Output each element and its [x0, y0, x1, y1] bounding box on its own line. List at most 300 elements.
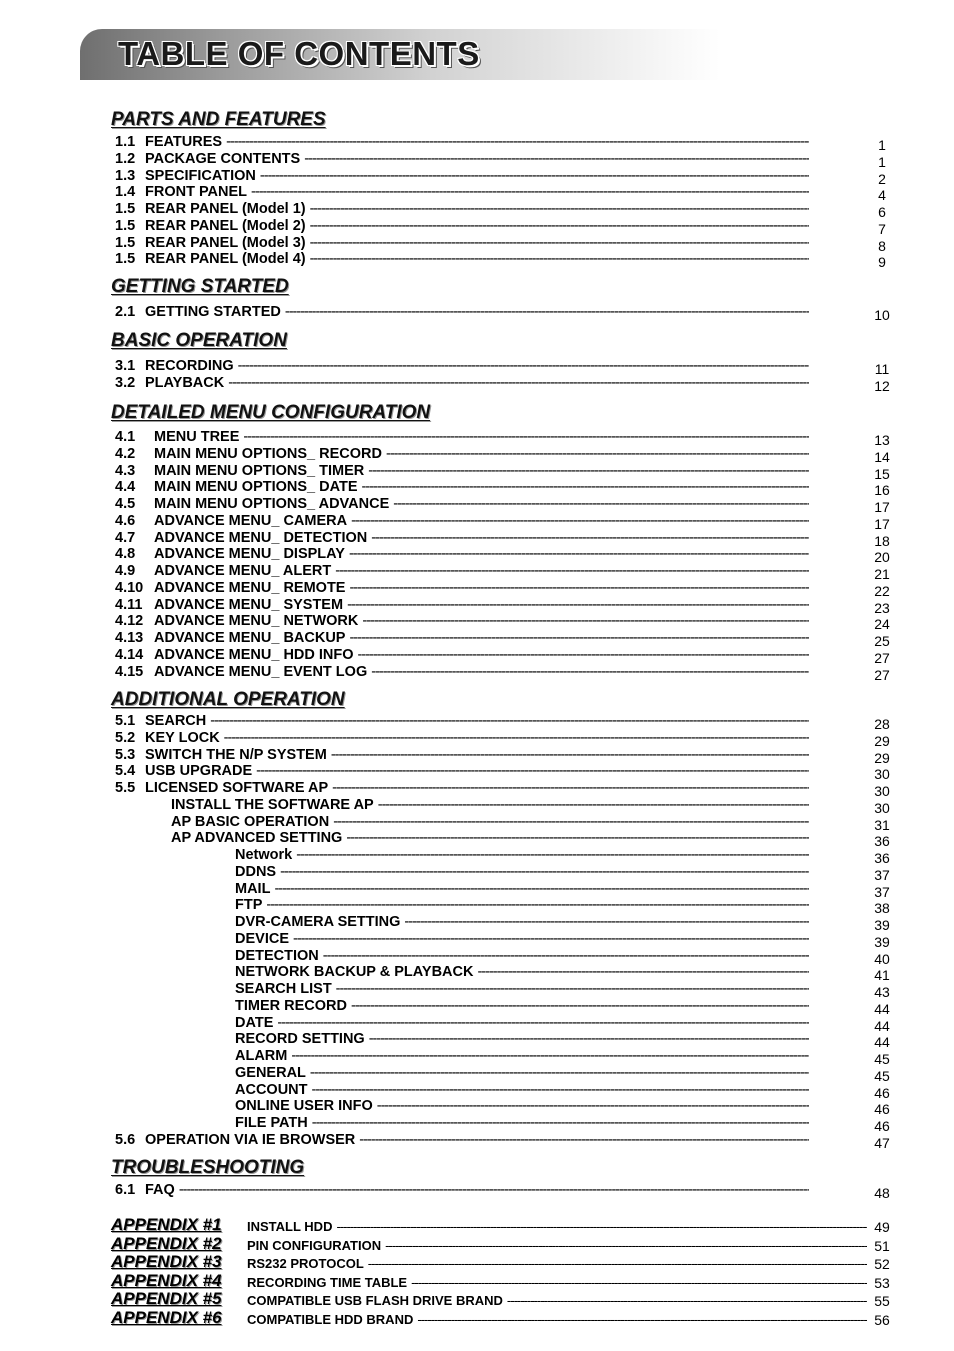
entry-label: ADVANCE MENU_ NETWORK	[154, 613, 359, 630]
toc-entry-line	[115, 780, 809, 796]
appendix-tag: APPENDIX #4	[111, 1270, 222, 1290]
dot-leader	[291, 1048, 809, 1064]
page-number: 36	[874, 833, 890, 850]
dot-leader	[293, 931, 809, 947]
entry-label: ADVANCE MENU_ REMOTE	[154, 579, 346, 596]
entry-number: 1.2	[115, 150, 136, 167]
toc-entry[interactable]	[0, 847, 900, 864]
page-number: 46	[874, 1101, 890, 1118]
entry-number: 3.2	[115, 374, 136, 391]
toc-entry-line	[171, 830, 809, 846]
dot-leader	[378, 797, 809, 813]
appendix-tag: APPENDIX #3	[111, 1252, 222, 1272]
dot-leader	[224, 730, 809, 746]
page-number: 22	[874, 582, 890, 599]
dot-leader	[310, 251, 809, 267]
entry-label: ONLINE USER INFO	[235, 1098, 373, 1115]
dot-leader	[411, 1275, 867, 1290]
toc-entry[interactable]	[0, 251, 900, 271]
entry-label: ADVANCE MENU_ ALERT	[154, 563, 332, 579]
toc-entry-line	[115, 546, 809, 562]
entry-number: 4.6	[115, 512, 136, 529]
entry-number: 5.1	[115, 713, 136, 729]
page-number: 17	[874, 499, 890, 515]
entry-label: GENERAL	[235, 1064, 306, 1081]
dot-leader	[210, 713, 809, 729]
entry-number: 4.8	[115, 546, 136, 563]
page-number: 15	[874, 465, 890, 482]
page-number: 37	[874, 866, 890, 883]
entry-label: FAQ	[145, 1182, 175, 1198]
toc-entry-line	[235, 1098, 809, 1114]
entry-number: 4.12	[115, 613, 144, 630]
entry-label: FRONT PANEL	[145, 184, 248, 201]
toc-entry[interactable]	[0, 597, 900, 614]
toc-entry-line	[235, 1082, 809, 1098]
entry-label: REAR PANEL (Model 4)	[145, 251, 306, 268]
dot-leader	[277, 1015, 809, 1031]
toc-entry-line	[235, 998, 809, 1014]
page-number: 21	[874, 566, 890, 582]
dot-leader	[404, 914, 809, 930]
entry-label: DETECTION	[235, 947, 319, 964]
appendix-entry-line	[247, 1293, 867, 1308]
entry-label: MAIN MENU OPTIONS_ ADVANCE	[154, 496, 390, 512]
page-number: 36	[874, 850, 890, 866]
page-number: 8	[878, 237, 886, 254]
appendix-entry[interactable]	[111, 1217, 911, 1235]
entry-label: AP ADVANCED SETTING	[171, 830, 343, 847]
toc-entry-line	[115, 446, 809, 462]
toc-entry[interactable]	[0, 780, 900, 797]
toc-entry-line	[115, 630, 809, 646]
page-number: 44	[874, 1000, 890, 1017]
entry-label: SEARCH	[145, 713, 207, 729]
entry-number: 2.1	[115, 304, 136, 320]
toc-entry[interactable]	[0, 513, 900, 530]
section-heading: DETAILED MENU CONFIGURATION	[111, 402, 431, 423]
entry-number: 4.7	[115, 529, 136, 546]
toc-entry[interactable]	[0, 864, 900, 881]
entry-number: 1.3	[115, 167, 136, 184]
page-number: 43	[874, 984, 890, 1000]
entry-label: Network	[235, 847, 293, 863]
page-number: 39	[874, 917, 890, 933]
page-number: 1	[878, 153, 886, 170]
dot-leader	[393, 496, 809, 512]
appendix-entry[interactable]	[111, 1270, 911, 1291]
dot-leader	[351, 998, 809, 1014]
page-number: 2	[878, 170, 886, 187]
toc-entry[interactable]	[0, 998, 900, 1015]
toc-entry[interactable]	[0, 730, 900, 747]
toc-entry-line	[115, 580, 809, 596]
appendix-entry[interactable]	[111, 1310, 911, 1328]
dot-leader	[362, 613, 809, 629]
entry-number: 4.1	[115, 429, 136, 445]
toc-entry-line	[115, 1132, 809, 1148]
dot-leader	[310, 1065, 809, 1081]
page-number: 28	[874, 716, 890, 732]
dot-leader	[359, 1132, 809, 1148]
toc-entry-line	[235, 847, 809, 863]
entry-number: 4.15	[115, 663, 144, 680]
dot-leader	[323, 948, 809, 964]
page-number: 46	[874, 1118, 890, 1134]
page-number: 40	[874, 950, 890, 967]
toc-entry[interactable]	[0, 563, 900, 580]
toc-entry[interactable]	[0, 881, 900, 898]
entry-label: ALARM	[235, 1048, 288, 1064]
entry-number: 4.3	[115, 462, 136, 479]
page-number: 56	[874, 1312, 890, 1328]
page-number: 24	[874, 616, 890, 633]
page-number: 48	[874, 1185, 890, 1201]
toc-entry[interactable]	[0, 931, 900, 948]
toc-entry-line	[115, 375, 809, 391]
dot-leader	[179, 1182, 809, 1198]
entry-label: OPERATION VIA IE BROWSER	[145, 1131, 356, 1148]
toc-entry[interactable]	[0, 151, 900, 168]
toc-entry[interactable]	[0, 747, 900, 764]
dot-leader	[333, 814, 809, 830]
dot-leader	[336, 1219, 867, 1234]
toc-entry[interactable]	[0, 184, 900, 204]
toc-entry-line	[235, 1065, 809, 1081]
toc-entry-line	[235, 1115, 809, 1131]
toc-entry[interactable]	[0, 168, 900, 185]
page-title: TABLE OF CONTENTS	[118, 35, 480, 72]
toc-entry-line	[235, 1015, 809, 1031]
toc-entry[interactable]	[0, 580, 900, 597]
dot-leader	[371, 530, 809, 546]
entry-label: ADVANCE MENU_ DISPLAY	[154, 546, 345, 563]
toc-entry-line	[115, 479, 809, 495]
toc-entry-line	[115, 563, 809, 579]
appendix-tag: APPENDIX #6	[111, 1308, 222, 1327]
toc-entry[interactable]	[0, 496, 900, 513]
entry-label: MAIN MENU OPTIONS_ DATE	[154, 479, 358, 496]
entry-label: ADVANCE MENU_ EVENT LOG	[154, 663, 368, 680]
toc-entry[interactable]	[0, 1015, 900, 1032]
entry-label: FILE PATH	[235, 1115, 308, 1131]
entry-number: 4.5	[115, 496, 136, 512]
entry-label: PLAYBACK	[145, 374, 225, 391]
toc-entry-line	[115, 304, 809, 320]
page-number: 25	[874, 633, 890, 649]
toc-entry-line	[235, 864, 809, 880]
entry-number: 1.5	[115, 234, 136, 251]
page-number: 31	[874, 816, 890, 833]
entry-label: RECORD SETTING	[235, 1031, 365, 1048]
dot-leader	[274, 881, 809, 897]
toc-entry-line	[115, 530, 809, 546]
dot-leader	[349, 546, 809, 562]
dot-leader	[346, 830, 809, 846]
toc-entry[interactable]	[0, 1132, 900, 1149]
toc-entry-line	[115, 463, 809, 479]
toc-entry[interactable]	[0, 647, 900, 664]
section-heading: BASIC OPERATION	[111, 330, 287, 351]
page-number: 38	[874, 900, 890, 917]
page-number: 10	[874, 307, 890, 323]
appendix-entry[interactable]	[111, 1254, 911, 1272]
dot-leader	[296, 847, 809, 863]
entry-label: SPECIFICATION	[145, 167, 256, 184]
entry-number: 4.14	[115, 646, 144, 663]
toc-entry[interactable]	[0, 664, 900, 681]
entry-number: 6.1	[115, 1182, 136, 1198]
entry-number: 4.9	[115, 563, 136, 579]
entry-number: 1.5	[115, 217, 136, 234]
dot-leader	[368, 463, 809, 479]
dot-leader	[369, 1031, 809, 1047]
entry-label: ADVANCE MENU_ DETECTION	[154, 529, 368, 546]
appendix-entry[interactable]	[111, 1291, 911, 1309]
toc-entry-line	[115, 1182, 809, 1198]
toc-entry-line	[115, 151, 809, 167]
appendix-label: PIN CONFIGURATION	[247, 1237, 382, 1253]
page-number: 44	[874, 1034, 890, 1051]
appendix-tag: APPENDIX #1	[111, 1215, 222, 1234]
entry-label: DDNS	[235, 863, 277, 880]
entry-number: 4.13	[115, 630, 144, 646]
entry-label: GETTING STARTED	[145, 304, 281, 320]
entry-label: TIMER RECORD	[235, 997, 347, 1014]
dot-leader	[507, 1293, 867, 1308]
toc-entry[interactable]	[0, 530, 900, 547]
toc-entry[interactable]	[0, 814, 900, 831]
toc-entry-line	[115, 235, 809, 251]
toc-entry[interactable]	[0, 1065, 900, 1082]
dot-leader	[285, 304, 809, 320]
page-number: 12	[874, 377, 890, 394]
dot-leader	[310, 218, 809, 234]
dot-leader	[349, 580, 809, 596]
toc-entry-line	[115, 613, 809, 629]
page-number: 30	[874, 783, 890, 799]
toc-entry[interactable]	[0, 1048, 900, 1065]
toc-entry-line	[115, 358, 809, 374]
toc-entry[interactable]	[0, 613, 900, 633]
dot-leader	[228, 375, 809, 391]
appendix-entry-line	[247, 1312, 867, 1327]
entry-number: 1.5	[115, 201, 136, 217]
toc-entry-line	[115, 134, 809, 150]
page-number: 17	[874, 515, 890, 532]
dot-leader	[243, 429, 809, 445]
entry-label: DEVICE	[235, 930, 289, 947]
toc-entry-line	[115, 251, 809, 267]
page-number: 23	[874, 599, 890, 616]
page-number: 45	[874, 1067, 890, 1084]
page-number: 37	[874, 883, 890, 900]
toc-entry[interactable]	[0, 1182, 900, 1199]
toc-entry-line	[171, 797, 809, 813]
toc-entry-line	[235, 914, 809, 930]
section-heading: GETTING STARTED	[111, 276, 289, 297]
toc-entry-line	[115, 730, 809, 746]
entry-label: SEARCH LIST	[235, 981, 332, 997]
entry-label: REAR PANEL (Model 2)	[145, 217, 306, 234]
toc-entry[interactable]	[0, 1115, 900, 1132]
toc-entry-line	[235, 897, 809, 913]
entry-label: MAIN MENU OPTIONS_ TIMER	[154, 462, 365, 479]
toc-entry[interactable]	[0, 948, 900, 965]
toc-entry[interactable]	[0, 375, 900, 392]
page-number: 14	[874, 448, 890, 465]
dot-leader	[310, 201, 809, 217]
toc-entry-line	[115, 496, 809, 512]
appendix-entry[interactable]	[111, 1233, 911, 1254]
toc-entry[interactable]	[0, 218, 900, 235]
entry-label: DATE	[235, 1014, 274, 1031]
toc-entry[interactable]	[0, 964, 900, 984]
toc-entry[interactable]	[0, 546, 900, 566]
toc-entry[interactable]	[0, 1098, 900, 1118]
dot-leader	[358, 647, 809, 663]
toc-entry-line	[115, 168, 809, 184]
dot-leader	[266, 897, 809, 913]
entry-label: ADVANCE MENU_ BACKUP	[154, 630, 346, 646]
toc-entry[interactable]	[0, 201, 900, 218]
toc-entry-line	[235, 964, 809, 980]
toc-entry-line	[235, 981, 809, 997]
entry-label: AP BASIC OPERATION	[171, 813, 330, 830]
dot-leader	[226, 134, 809, 150]
appendix-label: INSTALL HDD	[247, 1219, 333, 1234]
toc-entry-line	[235, 948, 809, 964]
page-number: 30	[874, 799, 890, 816]
entry-number: 1.5	[115, 251, 136, 268]
toc-entry[interactable]	[0, 446, 900, 463]
toc-entry-line	[115, 513, 809, 529]
dot-leader	[256, 763, 809, 779]
toc-entry[interactable]	[0, 830, 900, 850]
page-number: 45	[874, 1051, 890, 1067]
toc-entry[interactable]	[0, 358, 900, 375]
page-number: 44	[874, 1017, 890, 1034]
page-number: 20	[874, 549, 890, 566]
dot-leader	[310, 235, 809, 251]
toc-entry-line	[115, 184, 809, 200]
entry-label: ADVANCE MENU_ SYSTEM	[154, 596, 344, 613]
toc-entry-line	[115, 218, 809, 234]
dot-leader	[477, 964, 809, 980]
page-number: 6	[878, 204, 886, 220]
toc-entry[interactable]	[0, 429, 900, 446]
page-number: 51	[874, 1237, 890, 1254]
entry-label: LICENSED SOFTWARE AP	[145, 780, 329, 796]
dot-leader	[347, 597, 809, 613]
dot-leader	[312, 1082, 810, 1098]
entry-number: 4.11	[115, 596, 143, 613]
appendix-entry-line	[247, 1238, 867, 1253]
entry-label: REAR PANEL (Model 3)	[145, 234, 306, 251]
appendix-label: COMPATIBLE USB FLASH DRIVE BRAND	[247, 1293, 503, 1309]
toc-entry-line	[115, 201, 809, 217]
dot-leader	[304, 151, 809, 167]
toc-entry[interactable]	[0, 797, 900, 814]
page-number: 47	[874, 1134, 890, 1151]
toc-entry-line	[115, 763, 809, 779]
dot-leader	[336, 981, 809, 997]
page-number: 46	[874, 1084, 890, 1101]
toc-entry[interactable]	[0, 630, 900, 647]
toc-entry-line	[115, 429, 809, 445]
toc-entry[interactable]	[0, 235, 900, 252]
appendix-label: RECORDING TIME TABLE	[247, 1274, 408, 1290]
entry-label: USB UPGRADE	[145, 763, 253, 780]
dot-leader	[335, 563, 809, 579]
appendix-label: COMPATIBLE HDD BRAND	[247, 1312, 414, 1327]
dot-leader	[351, 513, 809, 529]
entry-number: 4.4	[115, 479, 136, 496]
appendix-entry-line	[247, 1219, 867, 1234]
entry-label: ADVANCE MENU_ CAMERA	[154, 512, 348, 529]
dot-leader	[280, 864, 809, 880]
toc-entry-line	[235, 1031, 809, 1047]
dot-leader	[368, 1256, 867, 1271]
entry-number: 5.5	[115, 780, 136, 796]
entry-label: REAR PANEL (Model 1)	[145, 201, 306, 217]
entry-label: PACKAGE CONTENTS	[145, 150, 301, 167]
toc-entry-line	[115, 747, 809, 763]
toc-entry[interactable]	[0, 914, 900, 931]
toc-entry[interactable]	[0, 304, 900, 321]
page-number: 9	[878, 254, 886, 271]
toc-entry[interactable]	[0, 713, 900, 730]
appendix-entry-line	[247, 1256, 867, 1271]
toc-entry[interactable]	[0, 897, 900, 917]
page-number: 29	[874, 749, 890, 766]
dot-leader	[251, 184, 809, 200]
toc-entry[interactable]	[0, 763, 900, 783]
appendix-tag: APPENDIX #5	[111, 1289, 222, 1309]
entry-number: 5.4	[115, 763, 136, 780]
toc-entry[interactable]	[0, 134, 900, 151]
entry-label: KEY LOCK	[145, 729, 220, 746]
toc-entry[interactable]	[0, 1031, 900, 1051]
toc-entry-line	[235, 881, 809, 897]
toc-entry[interactable]	[0, 1082, 900, 1099]
appendix-tag: APPENDIX #2	[111, 1233, 222, 1253]
entry-label: FEATURES	[145, 134, 223, 150]
toc-entry[interactable]	[0, 981, 900, 998]
page-number: 27	[874, 666, 890, 683]
page-number: 52	[874, 1256, 890, 1273]
dot-leader	[260, 168, 809, 184]
dot-leader	[385, 1238, 867, 1253]
toc-entry[interactable]	[0, 479, 900, 499]
entry-number: 1.4	[115, 184, 136, 201]
toc-entry[interactable]	[0, 463, 900, 480]
page-number: 16	[874, 482, 890, 499]
toc-entry-line	[235, 931, 809, 947]
dot-leader	[417, 1312, 867, 1327]
dot-leader	[371, 664, 809, 680]
entry-number: 5.2	[115, 729, 136, 746]
toc-entry-line	[115, 647, 809, 663]
dot-leader	[312, 1115, 809, 1131]
dot-leader	[349, 630, 809, 646]
section-heading: ADDITIONAL OPERATION	[111, 689, 345, 710]
dot-leader	[332, 780, 809, 796]
dot-leader	[331, 747, 809, 763]
toc-entry-line	[235, 1048, 809, 1064]
toc-entry-line	[171, 814, 809, 830]
page-number: 41	[874, 967, 890, 984]
